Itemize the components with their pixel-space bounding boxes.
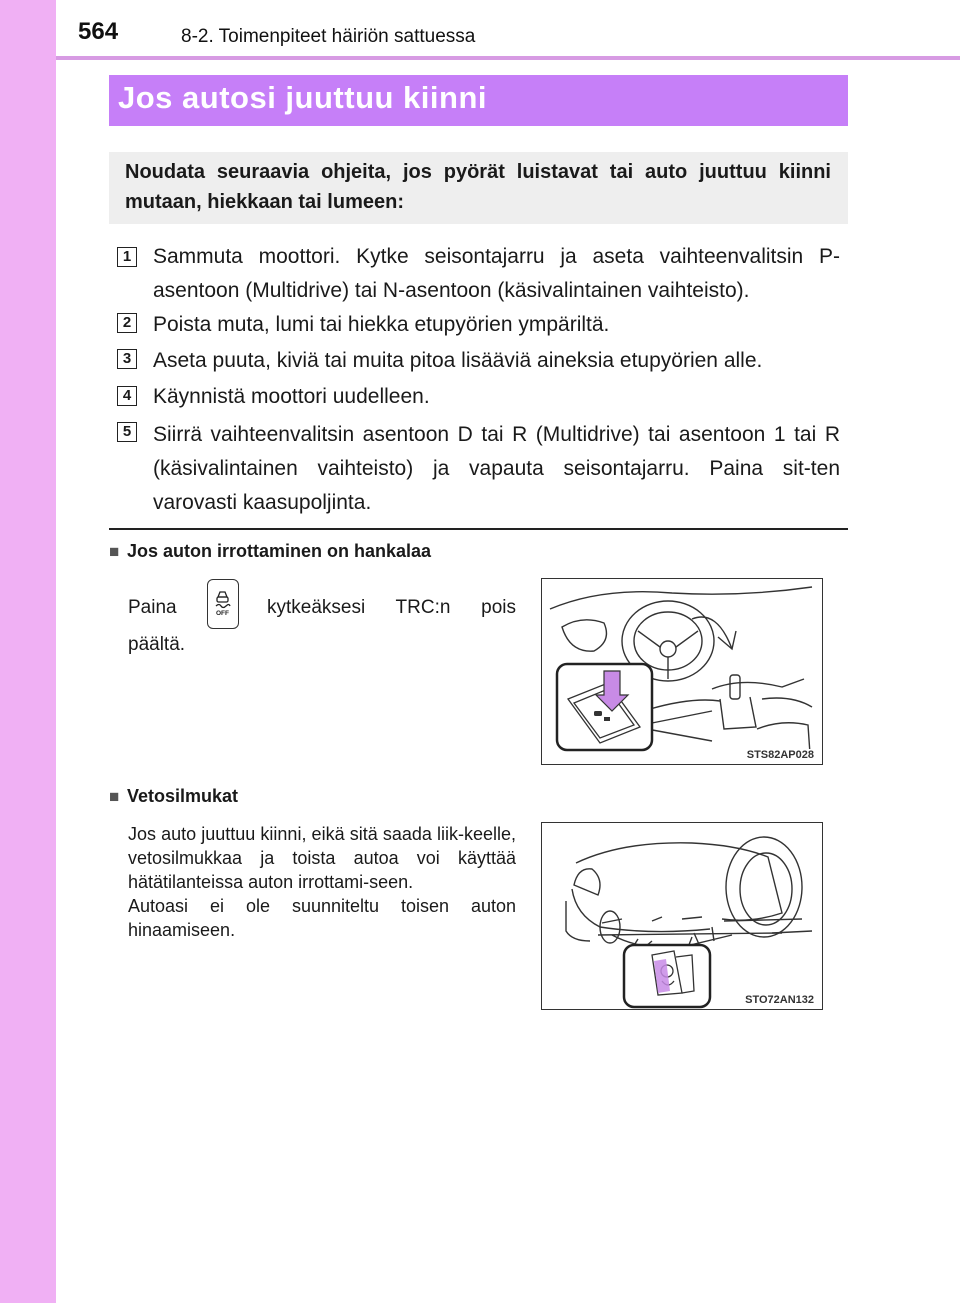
bullet-square-icon: ■ bbox=[109, 542, 120, 561]
trc-text-after: kytkeäksesi TRC:n pois bbox=[267, 597, 516, 618]
step-text: Aseta puuta, kiviä tai muita pitoa lisääviä aineksia etupyörien alle. bbox=[153, 349, 763, 372]
towing-paragraph-1: Jos auto juuttuu kiinni, eikä sitä saada liik-keelle, vetosilmukkaa ja toista autoa voi käyttää hätätilanteissa auton irrottami-seen. bbox=[128, 824, 516, 892]
car-rear-illustration bbox=[542, 823, 823, 1010]
step-text: Sammuta moottori. Kytke seisontajarru ja aseta vaihteenvalitsin P-asentoon (Multidrive) tai N-asentoon (käsivalintainen vaihteisto). bbox=[153, 245, 840, 302]
step-number: 4 bbox=[117, 386, 137, 406]
towing-text bbox=[128, 822, 516, 942]
trc-off-label: OFF bbox=[216, 610, 229, 617]
step-text: Käynnistä moottori uudelleen. bbox=[153, 385, 430, 408]
section-title: Jos autosi juuttuu kiinni bbox=[118, 80, 487, 115]
bullet-square-icon: ■ bbox=[109, 787, 120, 806]
step-text: Siirrä vaihteenvalitsin asentoon D tai R (Multidrive) tai asentoon 1 tai R (käsivalintainen vaihteisto) ja vapauta seisontajarru. Paina sit-ten varovasti kaasupoljinta. bbox=[153, 423, 840, 514]
subsection-heading-towing: Vetosilmukat bbox=[127, 786, 239, 806]
chapter-title: 8-2. Toimenpiteet häiriön sattuessa bbox=[181, 26, 476, 47]
subsection-heading-difficult: Jos auton irrottaminen on hankalaa bbox=[127, 541, 432, 561]
page-number: 564 bbox=[78, 18, 119, 45]
trc-text-paina: Paina bbox=[128, 597, 177, 618]
step-number: 3 bbox=[117, 349, 137, 369]
intro-text: Noudata seuraavia ohjeita, jos pyörät luistavat tai auto juuttuu kiinni mutaan, hiekkaan tai lumeen: bbox=[125, 161, 831, 213]
figure-code: STO72AN132 bbox=[745, 994, 814, 1006]
step-number: 2 bbox=[117, 313, 137, 333]
step-text: Poista muta, lumi tai hiekka etupyörien ympäriltä. bbox=[153, 313, 610, 336]
header-rule bbox=[56, 56, 960, 60]
step-number: 5 bbox=[117, 422, 137, 442]
figure-code: STS82AP028 bbox=[746, 749, 814, 761]
dashboard-illustration bbox=[542, 579, 823, 765]
chapter-side-band bbox=[0, 0, 56, 1303]
trc-text-line2: päältä. bbox=[128, 634, 186, 655]
section-divider bbox=[109, 528, 848, 530]
towing-eyelet-figure bbox=[541, 822, 823, 1010]
step-number: 1 bbox=[117, 247, 137, 267]
trc-off-button-icon bbox=[207, 579, 239, 629]
towing-paragraph-2: Autoasi ei ole suunniteltu toisen auton hinaamiseen. bbox=[128, 896, 516, 940]
trc-instruction bbox=[128, 591, 516, 691]
trc-switch-figure bbox=[541, 578, 823, 765]
